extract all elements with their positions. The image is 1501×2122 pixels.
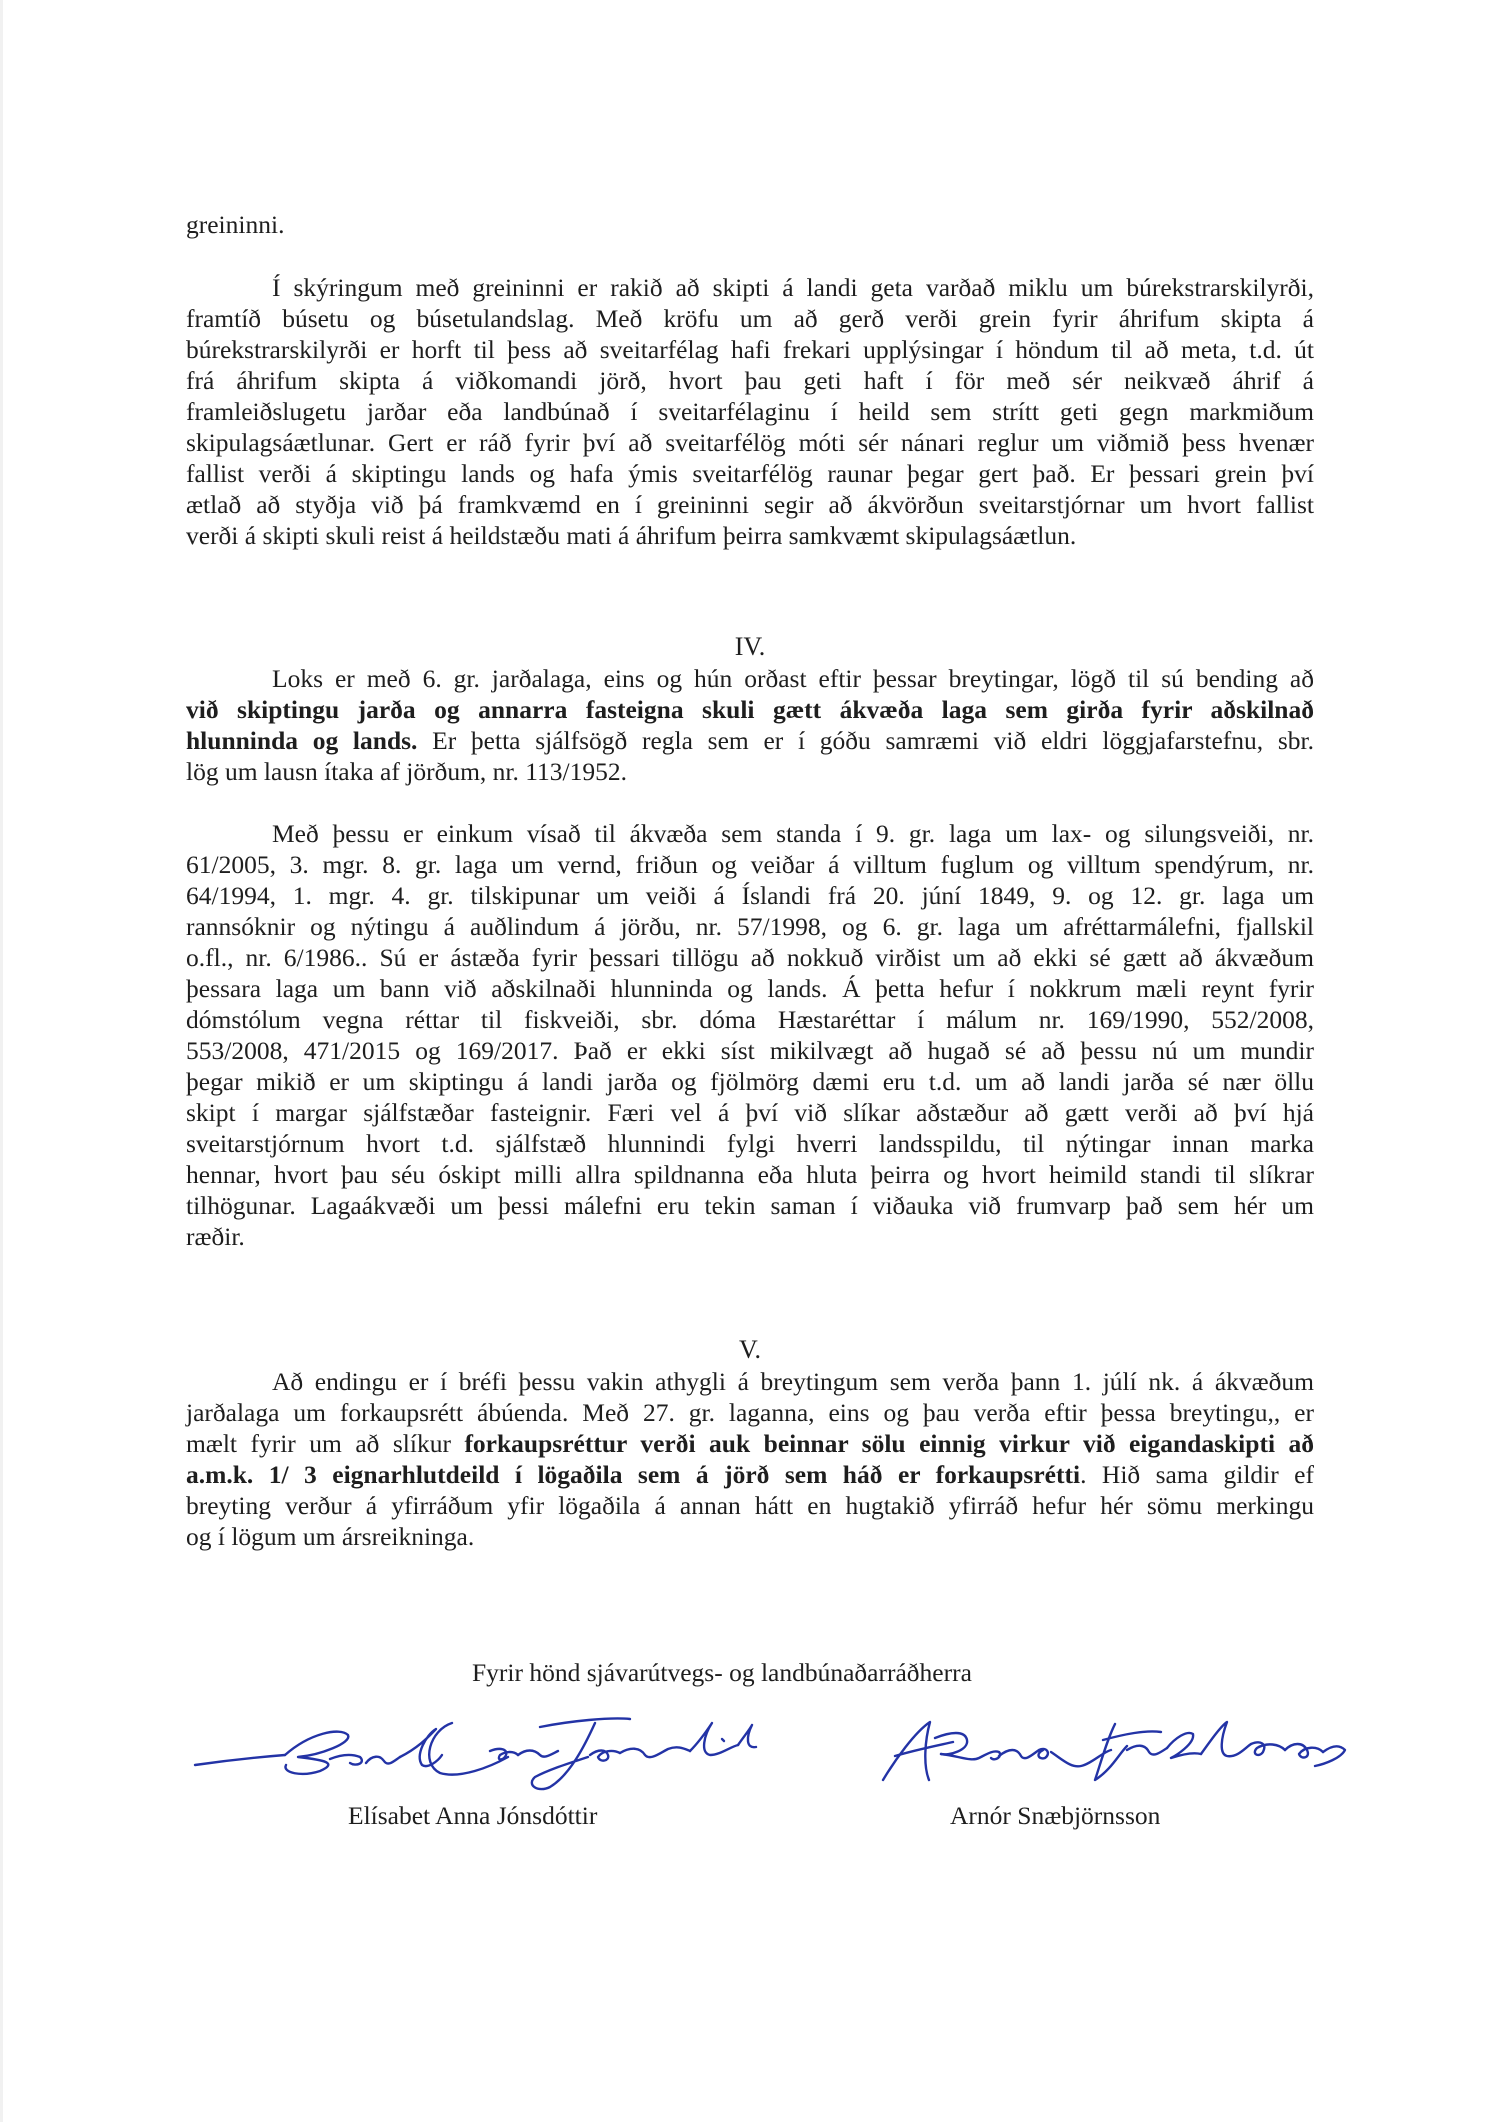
paragraph-line: lög um lausn ítaka af jörðum, nr. 113/1952. — [186, 757, 627, 786]
signatory-2-name: Arnór Snæbjörnsson — [950, 1801, 1161, 1830]
paragraph-line: framtíð búsetu og búsetulandslag. Með kröfu um að gerð verði grein fyrir áhrifum skipta á — [186, 304, 1314, 333]
paragraph-line: Að endingu er í bréfi þessu vakin athygli á breytingum sem verða þann 1. júlí nk. á ákvæðum — [272, 1367, 1314, 1396]
paragraph-line: hennar, hvort þau séu óskipt milli allra spildnanna eða hluta þeirra og hvort heimild standi til slíkrar — [186, 1160, 1314, 1189]
paragraph-line: tilhögunar. Lagaákvæði um þessi málefni eru tekin saman í viðauka við frumvarp það sem hér um — [186, 1191, 1314, 1220]
paragraph-line: þessara laga um bann við aðskilnaði hlunninda og lands. Á þetta hefur í nokkrum mæli reynt fyrir — [186, 974, 1314, 1003]
section-heading-iv: IV. — [734, 632, 766, 661]
text-run: Er þetta sjálfsögð regla sem er í góðu samræmi við eldri löggjafarstefnu, sbr. — [417, 726, 1314, 755]
paragraph-line: dómstólum vegna réttar til fiskveiði, sbr. dóma Hæstaréttar í málum nr. 169/1990, 552/2008, — [186, 1005, 1314, 1034]
paragraph-line: ætlað að styðja við þá framkvæmd en í greininni segir að ákvörðun sveitarstjórnar um hvort fallist — [186, 490, 1314, 519]
text-run: . Hið sama gildir ef — [1080, 1460, 1314, 1489]
signature-elisabet — [190, 1705, 760, 1800]
paragraph-line: ræðir. — [186, 1222, 245, 1251]
paragraph-line: verði á skipti skuli reist á heildstæðu mati á áhrifum þeirra samkvæmt skipulagsáætlun. — [186, 521, 1077, 550]
bold-phrase: forkaupsréttur verði auk beinnar sölu einnig virkur við eigandaskipti að — [464, 1429, 1315, 1458]
paragraph-line — [186, 694, 1314, 726]
behalf-line: Fyrir hönd sjávarútvegs- og landbúnaðarráðherra — [472, 1658, 972, 1687]
paragraph-line: fallist verði á skiptingu lands og hafa ýmis sveitarfélög raunar þegar gert það. Er þessari grein því — [186, 459, 1314, 488]
paragraph-line: 61/2005, 3. mgr. 8. gr. laga um vernd, friðun og veiðar á villtum fuglum og villtum spendýrum, nr. — [186, 850, 1314, 879]
scan-edge-left — [0, 0, 3, 2122]
paragraph-line: greininni. — [186, 210, 285, 239]
paragraph-line: 64/1994, 1. mgr. 4. gr. tilskipunar um veiði á Íslandi frá 20. júní 1849, 9. og 12. gr. laga um — [186, 881, 1314, 910]
paragraph-line: og í lögum um ársreikninga. — [186, 1522, 475, 1551]
paragraph-line: frá áhrifum skipta á viðkomandi jörð, hvort þau geti haft í för með sér neikvæð áhrif á — [186, 366, 1314, 395]
paragraph-line: Loks er með 6. gr. jarðalaga, eins og hún orðast eftir þessar breytingar, lögð til sú bending að — [272, 664, 1314, 693]
paragraph-line: skipt í margar sjálfstæðar fasteignir. Færi vel á því við slíkar aðstæður að gætt verði að því hjá — [186, 1098, 1314, 1127]
paragraph-line: skipulagsáætlunar. Gert er ráð fyrir því að sveitarfélög móti sér nánari reglur um viðmið þess hvenær — [186, 428, 1314, 457]
paragraph-line: búrekstrarskilyrði er horft til þess að sveitarfélag hafi frekari upplýsingar í höndum til að meta, t.d. út — [186, 335, 1314, 364]
paragraph-line: o.fl., nr. 6/1986.. Sú er ástæða fyrir þessari tillögu að nokkuð virðist um að ekki sé gætt að ákvæðum — [186, 943, 1314, 972]
signature-arnor — [875, 1710, 1355, 1795]
paragraph-line — [186, 1459, 1314, 1491]
paragraph-line: sveitarstjórnum hvort t.d. sjálfstæð hlunnindi fylgi hverri landsspildu, til nýtingar innan marka — [186, 1129, 1314, 1158]
paragraph-line: Með þessu er einkum vísað til ákvæða sem standa í 9. gr. laga um lax- og silungsveiði, nr. — [272, 819, 1314, 848]
paragraph-line: þegar mikið er um skiptingu á landi jarða og fjölmörg dæmi eru t.d. um að landi jarða sé nær öllu — [186, 1067, 1314, 1096]
bold-phrase: hlunninda og lands. — [186, 726, 418, 755]
paragraph-line: breyting verður á yfirráðum yfir lögaðila á annan hátt en hugtakið yfirráð hefur hér sömu merkingu — [186, 1491, 1314, 1520]
paragraph-line: framleiðslugetu jarðar eða landbúnað í sveitarfélaginu í heild sem strítt geti gegn markmiðum — [186, 397, 1314, 426]
paragraph-line: jarðalaga um forkaupsrétt ábúenda. Með 27. gr. laganna, eins og þau verða eftir þessa breytingu,, er — [186, 1398, 1314, 1427]
bold-phrase: við skiptingu jarða og annarra fasteigna skuli gætt ákvæða laga sem girða fyrir aðskilnað — [186, 695, 1314, 724]
paragraph-line: 553/2008, 471/2015 og 169/2017. Það er ekki síst mikilvægt að hugað sé að þessu nú um mundir — [186, 1036, 1314, 1065]
section-heading-v: V. — [739, 1335, 761, 1364]
signatory-1-name: Elísabet Anna Jónsdóttir — [348, 1801, 598, 1830]
bold-phrase: a.m.k. 1/ 3 eignarhlutdeild í lögaðila sem á jörð sem háð er forkaupsrétti — [186, 1460, 1081, 1489]
paragraph-line: rannsóknir og nýtingu á auðlindum á jörðu, nr. 57/1998, og 6. gr. laga um afréttarmálefni, fjallskil — [186, 912, 1314, 941]
text-run: mælt fyrir um að slíkur — [186, 1429, 465, 1458]
paragraph-line — [186, 725, 1314, 757]
paragraph-line — [186, 1428, 1314, 1460]
paragraph-line: Í skýringum með greininni er rakið að skipti á landi geta varðað miklu um búrekstrarskilyrði, — [272, 273, 1314, 302]
